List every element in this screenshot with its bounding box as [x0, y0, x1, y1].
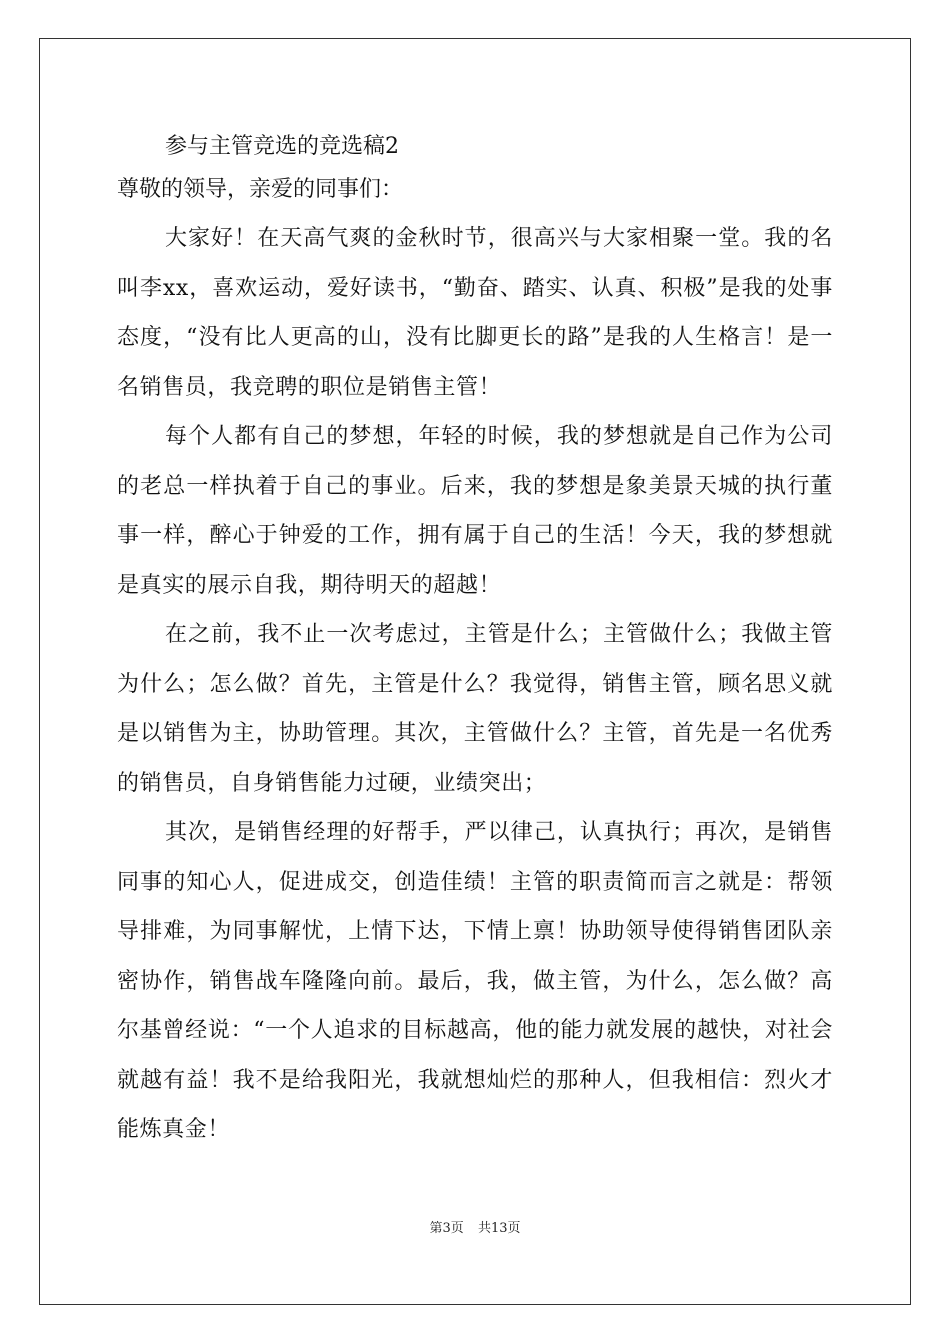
- page-footer: [0, 1219, 950, 1239]
- page-number: 第3页: [429, 1221, 464, 1236]
- paragraph-3: 在之前，我不止一次考虑过，主管是什么；主管做什么；我做主管为什么；怎么做？首先，主管是什么？我觉得，销售主管，顾名思义就是以销售为主，协助管理。其次，主管做什么？主管，首先是一名优秀的销售员，自身销售能力过硬，业绩突出；: [117, 622, 833, 796]
- document-body: [117, 128, 833, 1155]
- paragraph-4: 其次，是销售经理的好帮手，严以律己，认真执行；再次，是销售同事的知心人，促进成交，创造佳绩！主管的职责简而言之就是：帮领导排难，为同事解忧，上情下达，下情上禀！协助领导使得销售团队亲密协作，销售战车隆隆向前。最后，我，做主管，为什么，怎么做？高尔基曾经说：“一个人追求的目标越高，他的能力就发展的越快，对社会就越有益！我不是给我阳光，我就想灿烂的那种人，但我相信：烈火才能炼真金！: [117, 820, 833, 1142]
- document-title: 参与主管竞选的竞选稿2: [165, 134, 399, 159]
- paragraph-1: 大家好！在天高气爽的金秋时节，很高兴与大家相聚一堂。我的名叫李xx，喜欢运动，爱好读书，“勤奋、踏实、认真、积极”是我的处事态度，“没有比人更高的山，没有比脚更长的路”是我的人生格言！是一名销售员，我竞聘的职位是销售主管！: [117, 226, 833, 400]
- page-total: 共13页: [477, 1221, 521, 1236]
- salutation: 尊敬的领导，亲爱的同事们：: [117, 177, 404, 202]
- paragraph-2: 每个人都有自己的梦想，年轻的时候，我的梦想就是自己作为公司的老总一样执着于自己的事业。后来，我的梦想是象美景天城的执行董事一样，醉心于钟爱的工作，拥有属于自己的生活！今天，我的梦想就是真实的展示自我，期待明天的超越！: [117, 424, 833, 598]
